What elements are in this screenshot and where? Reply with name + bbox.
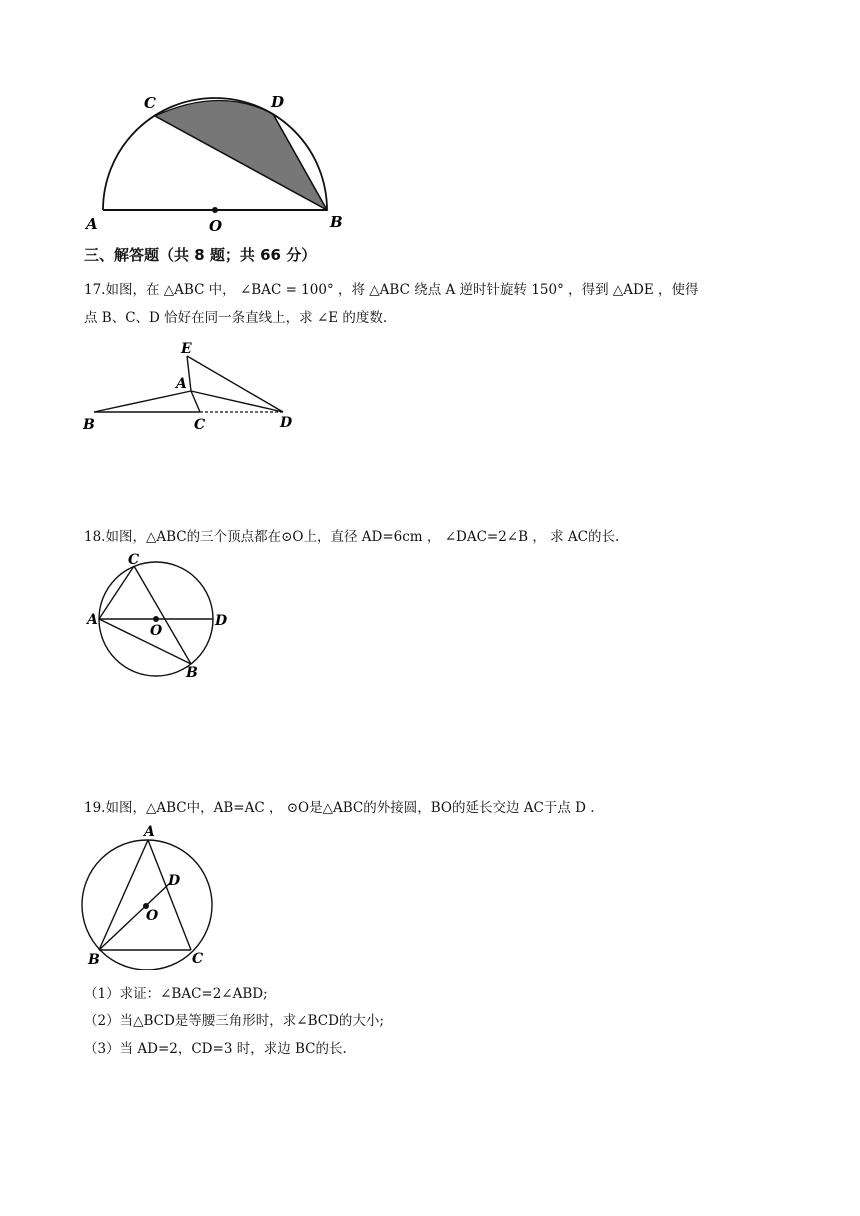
segment-AB <box>99 840 148 950</box>
q18-text: 18.如图，△ABC的三个顶点都在⊙O上，直径 AD=6cm ， ∠DAC=2∠B ， 求 AC的长. <box>84 529 620 545</box>
q19-text: 19.如图，△ABC中，AB=AC ， ⊙O是△ABC的外接圆，BO的延长交边 AC于点 D . <box>84 800 595 816</box>
label-B: B <box>83 417 95 433</box>
segment-AC <box>148 840 191 950</box>
label-A: A <box>87 612 98 628</box>
q19-sub3: （3）当 AD=2，CD=3 时，求边 BC的长. <box>84 1041 347 1057</box>
label-O: O <box>209 217 223 235</box>
center-point-O <box>153 616 159 622</box>
shaded-region <box>155 100 327 210</box>
label-C: C <box>192 951 204 967</box>
q19-sub1: （1）求证：∠BAC=2∠ABD; <box>84 986 268 1002</box>
label-C: C <box>194 417 206 433</box>
semicircle-figure <box>80 88 350 236</box>
segment-ED <box>187 356 283 412</box>
label-D: D <box>168 873 181 889</box>
q17-line1: 17.如图，在 △ABC 中， ∠BAC = 100° ，将 △ABC 绕点 A 逆时针旋转 150° ，得到 △ADE ，使得 <box>84 282 699 298</box>
segment-AC <box>191 391 200 412</box>
segment-AD <box>191 391 283 412</box>
label-A: A <box>144 824 155 840</box>
label-A: A <box>176 376 187 392</box>
label-D: D <box>215 613 228 629</box>
label-O: O <box>150 623 163 639</box>
label-C: C <box>144 94 156 112</box>
q19-sub2: （2）当△BCD是等腰三角形时，求∠BCD的大小; <box>84 1013 384 1029</box>
segment-AE <box>187 356 191 391</box>
segment-AC <box>99 566 134 619</box>
label-C: C <box>128 552 140 568</box>
label-D: D <box>271 93 285 111</box>
q17-line2: 点 B、C、D 恰好在同一条直线上，求 ∠E 的度数. <box>84 310 388 326</box>
label-A: A <box>86 215 98 233</box>
label-E: E <box>181 341 192 357</box>
circle-figure-q19 <box>78 822 228 970</box>
label-B: B <box>186 665 198 680</box>
label-B: B <box>330 213 343 231</box>
center-point-O <box>212 207 218 213</box>
segment-BD <box>99 883 170 950</box>
label-D: D <box>280 415 293 431</box>
rotation-figure <box>80 338 310 438</box>
segment-BA <box>94 391 191 412</box>
label-O: O <box>146 908 159 924</box>
label-B: B <box>88 952 100 968</box>
section-heading: 三、解答题（共 8 题；共 66 分） <box>84 246 317 264</box>
circle-figure-q18 <box>84 552 234 680</box>
